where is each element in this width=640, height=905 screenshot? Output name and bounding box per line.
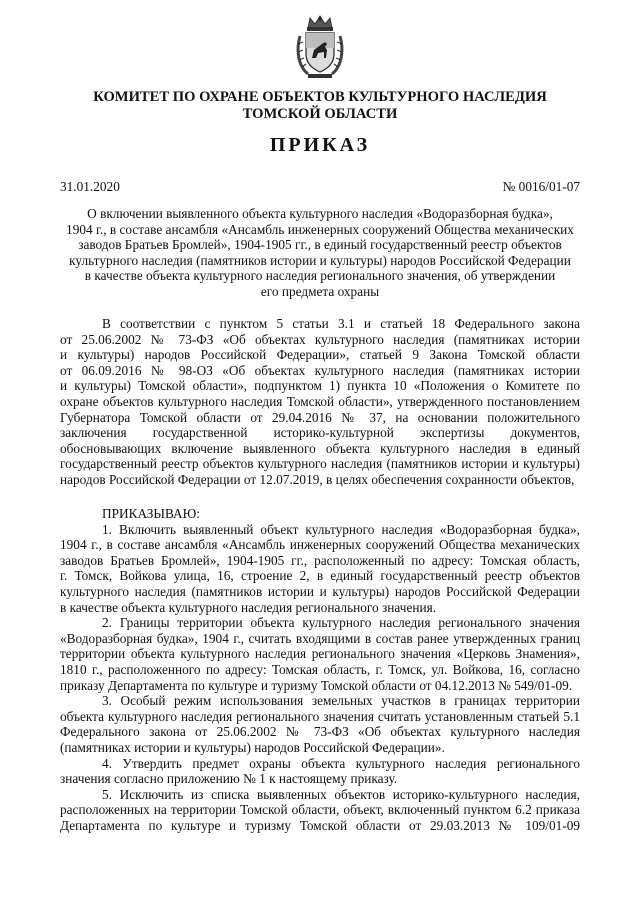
preamble-line: от 25.06.2002 № 73-ФЗ «Об объектах культурного наследия (памятниках истории bbox=[60, 331, 580, 347]
preamble-line: государственный реестр объектов культурного наследия (памятников истории и культуры) bbox=[60, 456, 580, 472]
item-line: культурного наследия (памятников истории и культуры) народов Российской Федерации bbox=[60, 583, 580, 599]
item-line: значения согласно приложению № 1 к настоящему приказу. bbox=[60, 771, 398, 787]
preamble-line: Губернатора Томской области от 29.04.2016 № 37, на основании положительного bbox=[60, 409, 580, 425]
item-line: 2. Границы территории объекта культурного наследия регионального значения bbox=[102, 615, 580, 631]
item-line: 1904 г., в составе ансамбля «Ансамбль инженерных сооружений Общества механических bbox=[60, 537, 580, 553]
document-number: № 0016/01-07 bbox=[502, 179, 580, 194]
coat-of-arms-icon bbox=[294, 14, 346, 80]
item-line: 5. Исключить из списка выявленных объектов историко-культурного наследия, bbox=[102, 786, 580, 802]
item-line: г. Томск, Войкова улица, 16, строение 2, в единый государственный реестр объектов bbox=[60, 568, 580, 584]
order-word: ПРИКАЗЫВАЮ: bbox=[102, 506, 200, 521]
preamble-line: В соответствии с пунктом 5 статьи 3.1 и статьей 18 Федерального закона bbox=[102, 316, 580, 331]
preamble-paragraph bbox=[60, 316, 580, 488]
subject-line: культурного наследия (памятников истории и культуры) народов Российской Федерации bbox=[69, 252, 571, 268]
item-line: 3. Особый режим использования земельных участков в границах территории bbox=[102, 693, 580, 709]
item-line: 1. Включить выявленный объект культурного наследия «Водоразборная будка», bbox=[102, 521, 580, 537]
item-line: территории объекта культурного наследия регионального значения «Церковь Знамения», bbox=[60, 646, 580, 662]
item-line: Департамента по культуре и туризму Томской области от 29.03.2013 № 109/01-09 bbox=[60, 817, 580, 833]
order-item-4 bbox=[60, 756, 580, 787]
subject-line: заводов Братьев Бромлей», 1904-1905 гг., в единый государственный реестр объектов bbox=[78, 237, 562, 253]
order-item-5 bbox=[60, 787, 580, 834]
preamble-line: народов Российской Федерации от 12.07.2019, в целях обеспечения сохранности объектов, bbox=[60, 471, 575, 487]
preamble-line: заключения государственной историко-культурной экспертизы документов, bbox=[60, 425, 580, 441]
document-date: 31.01.2020 bbox=[60, 179, 120, 194]
preamble-line: обосновывающих включение выявленного объекта культурного наследия в единый bbox=[60, 440, 580, 456]
document-type: ПРИКАЗ bbox=[269, 134, 371, 156]
order-item-2 bbox=[60, 615, 580, 693]
order-item-3 bbox=[60, 693, 580, 755]
preamble-line: и культуры) Томской области», подпунктом 1) пункта 10 «Положения о Комитете по bbox=[60, 378, 580, 394]
preamble-line: охране объектов культурного наследия Томской области», утвержденного постановлением bbox=[60, 393, 580, 409]
item-line: объекта культурного наследия регионального значения считать установленным статьей 5.1 bbox=[60, 708, 580, 724]
item-line: расположенных на территории Томской области, объект, включенный пунктом 6.2 приказа bbox=[60, 802, 580, 818]
item-line: в качестве объекта культурного наследия регионального значения. bbox=[60, 599, 437, 615]
item-line: 1810 г., расположенного по адресу: Томская область, г. Томск, ул. Войкова, 16, согласно bbox=[60, 661, 580, 677]
order-section bbox=[60, 506, 580, 833]
subject-line: его предмета охраны bbox=[260, 283, 380, 299]
item-line: 4. Утвердить предмет охраны объекта культурного наследия регионального bbox=[102, 755, 580, 771]
organization-name: КОМИТЕТ ПО ОХРАНЕ ОБЪЕКТОВ КУЛЬТУРНОГО НАСЛЕДИЯ bbox=[93, 89, 547, 105]
item-line: (памятниках истории и культуры) народов Российской Федерации». bbox=[60, 739, 445, 755]
item-line: «Водоразборная будка», 1904 г., считать входящими в состав ранее утвержденных границ bbox=[60, 630, 580, 646]
preamble-line: от 06.09.2016 № 98-ОЗ «Об объектах культурного наследия (памятниках истории bbox=[60, 362, 580, 378]
subject-line: О включении выявленного объекта культурного наследия «Водоразборная будка», bbox=[87, 206, 553, 221]
preamble-line: и культуры) народов Российской Федерации», статьей 9 Закона Томской области bbox=[60, 347, 580, 363]
item-line: заводов Братьев Бромлей», 1904-1905 гг., расположенный по адресу: Томская область, bbox=[60, 552, 580, 568]
subject-line: в качестве объекта культурного наследия регионального значения, об утверждении bbox=[84, 268, 556, 284]
item-line: Федерального закона от 25.06.2002 № 73-ФЗ «Об объектах культурного наследия bbox=[60, 724, 580, 740]
document-subject bbox=[60, 206, 580, 300]
order-item-1 bbox=[60, 522, 580, 616]
item-line: приказу Департамента по культуре и туризму Томской области от 04.12.2013 № 549/01-09. bbox=[60, 677, 573, 693]
organization-region: ТОМСКОЙ ОБЛАСТИ bbox=[242, 106, 398, 122]
subject-line: 1904 г., в составе ансамбля «Ансамбль инженерных сооружений Общества механических bbox=[66, 221, 574, 237]
